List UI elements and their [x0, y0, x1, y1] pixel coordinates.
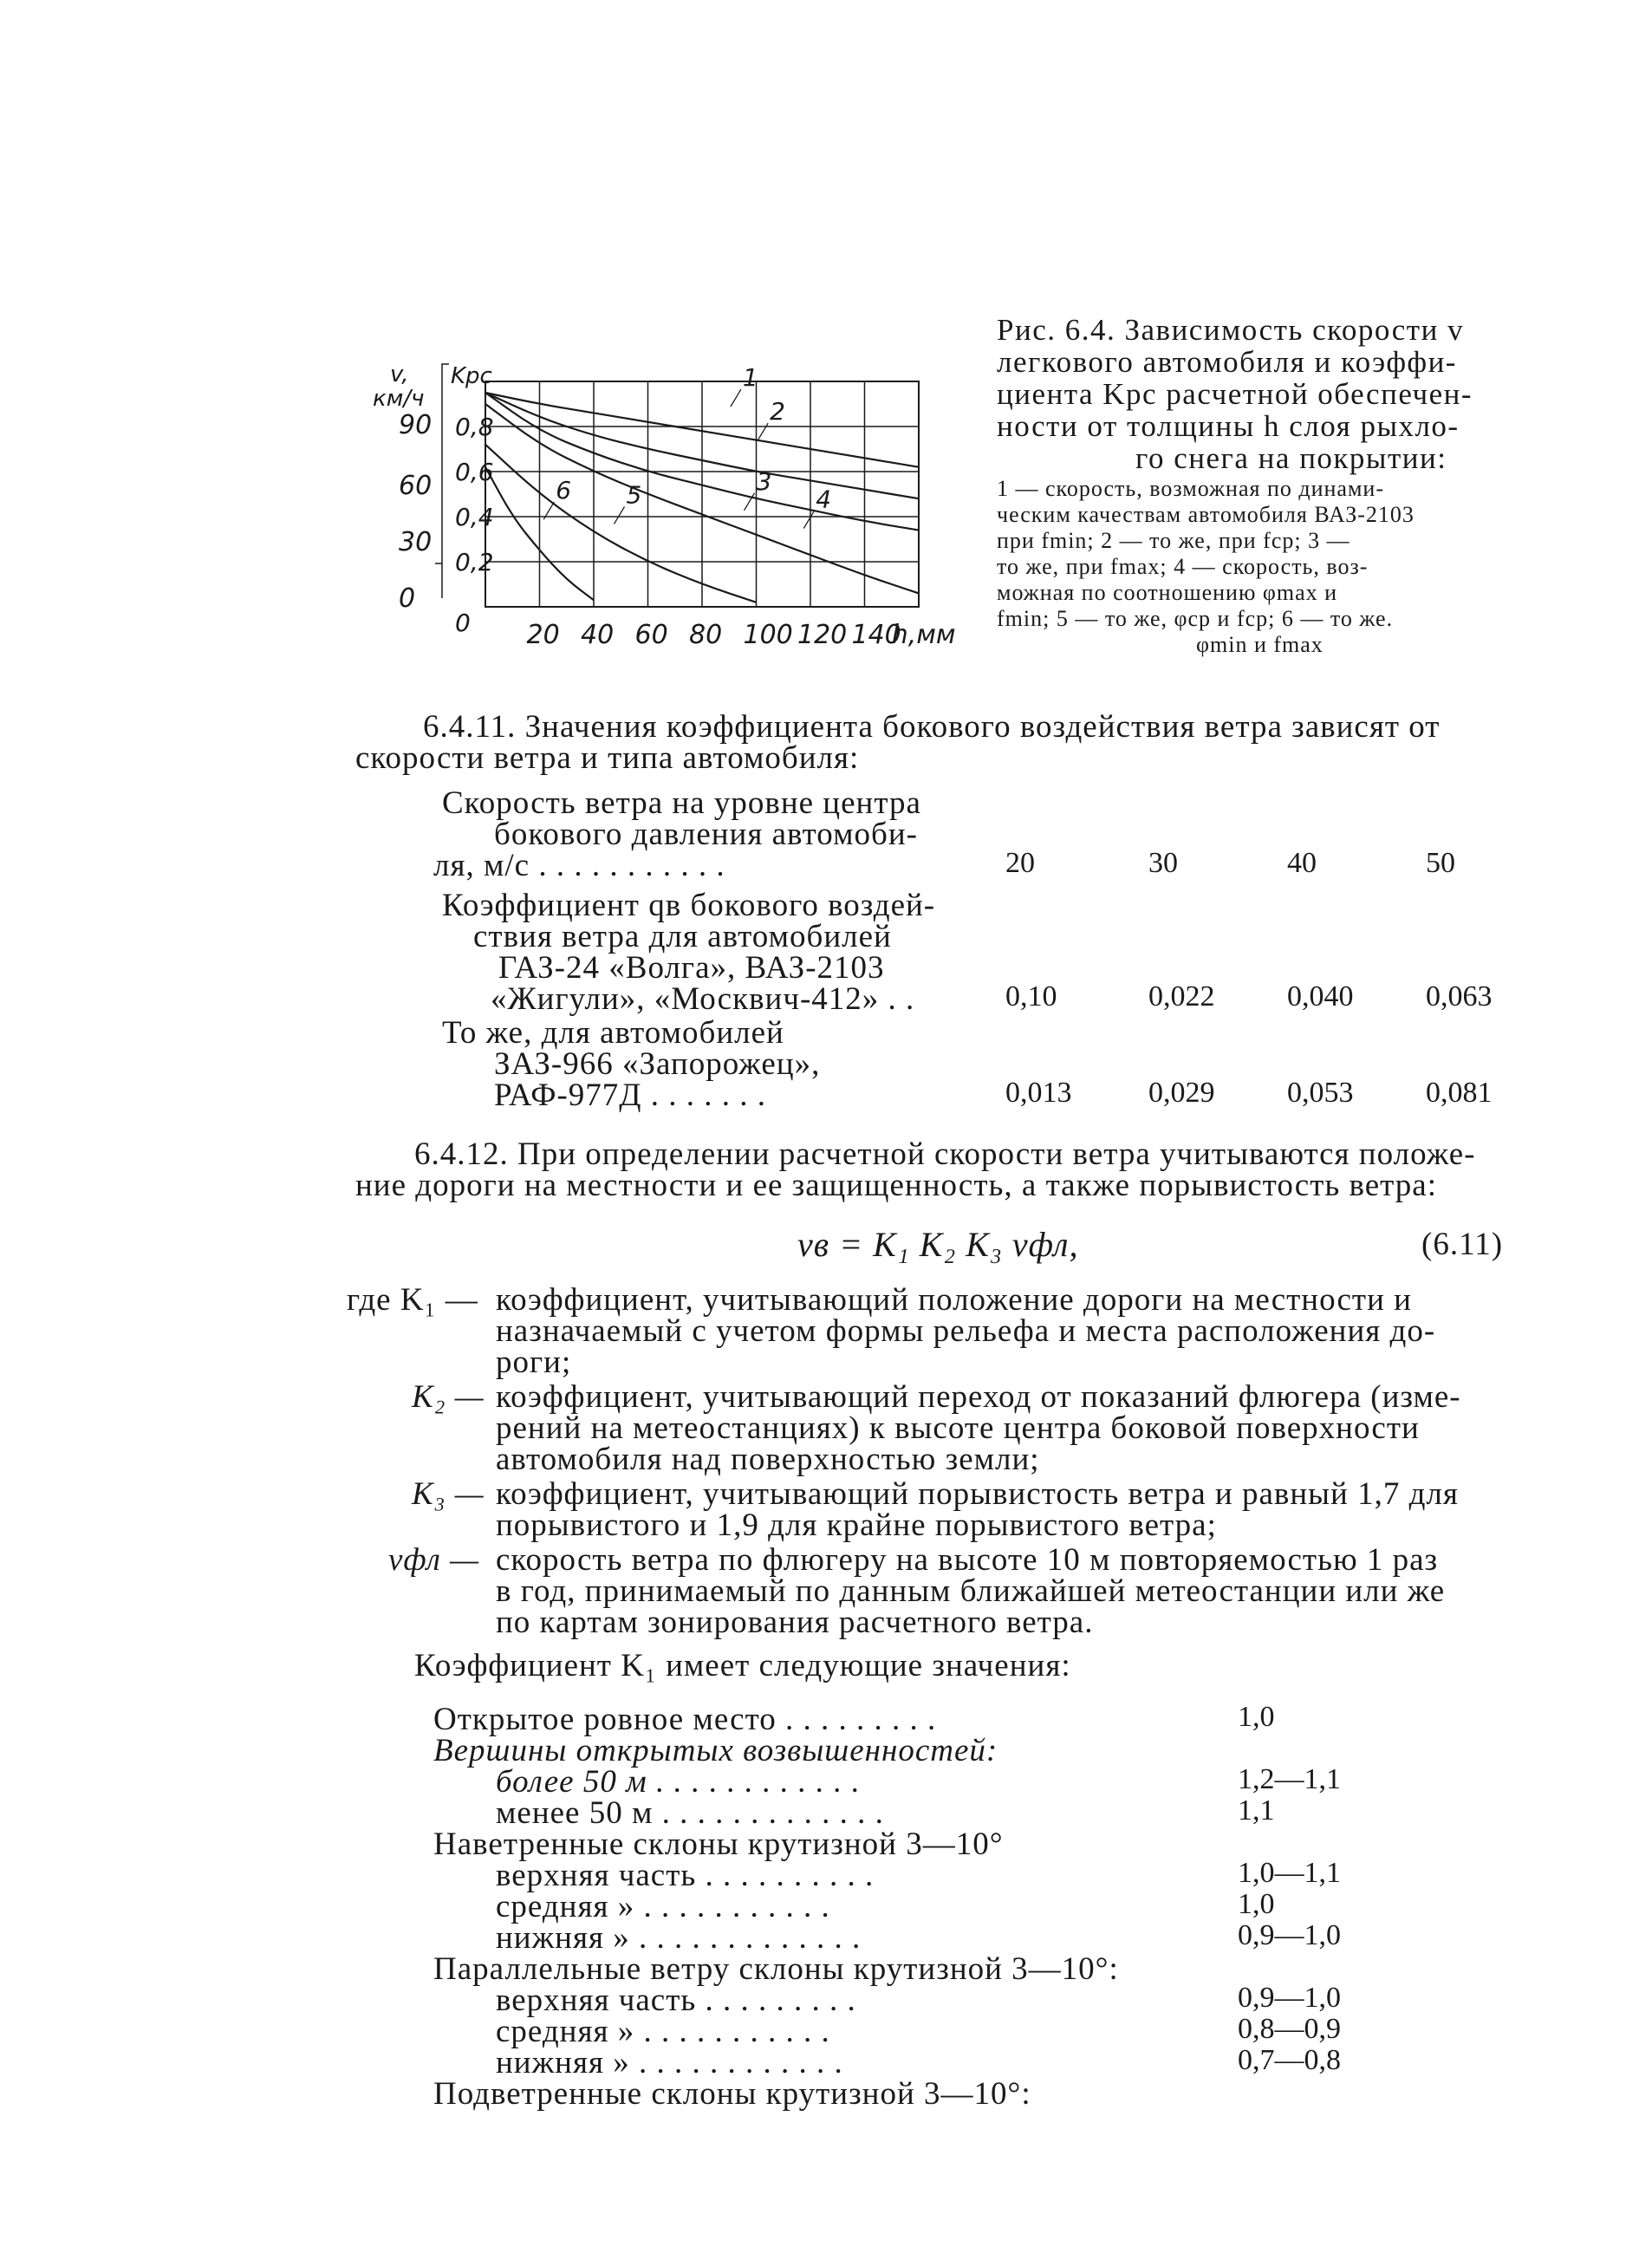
y-left-tick-label: 30	[399, 527, 433, 557]
k1-row-label: нижняя » . . . . . . . . . . . . .	[496, 1920, 862, 1956]
wind-table-label-line: ствия ветра для автомобилей	[473, 919, 892, 954]
wind-table-value: 40	[1287, 847, 1317, 879]
wind-table-value: 30	[1148, 847, 1178, 879]
wind-table-value: 0,013	[1005, 1077, 1072, 1109]
definition-text-line: роги;	[496, 1345, 572, 1380]
series-curve-5	[485, 445, 757, 602]
caption-legend-line: ческим качествам автомобиля ВАЗ-2103	[997, 502, 1415, 527]
k1-row-label: Подветренные склоны крутизной 3—10°:	[433, 2076, 1031, 2112]
definition-text-line: в год, принимаемый по данным ближайшей метеостанции или же	[496, 1573, 1446, 1609]
definition-text-line: коэффициент, учитывающий порывистость ветра и равный 1,7 для	[496, 1476, 1459, 1512]
caption-title-line: легкового автомобиля и коэффи-	[997, 345, 1457, 379]
caption-title-line: го снега на покрытии:	[1135, 441, 1447, 475]
caption-title-line: циента Kрс расчетной обеспечен-	[997, 377, 1473, 411]
k1-row-label: верхняя часть . . . . . . . . . .	[496, 1858, 875, 1893]
wind-table-value: 0,063	[1426, 980, 1493, 1013]
caption-legend-line: при fmin; 2 — то же, при fср; 3 —	[997, 528, 1350, 553]
k1-row-label: верхняя часть . . . . . . . . .	[496, 1983, 856, 2018]
series-label-leader	[615, 506, 625, 524]
definition-text-line: коэффициент, учитывающий положение дороги на местности и	[496, 1282, 1412, 1318]
series-label-6: 6	[556, 476, 572, 505]
figure-6-4-chart	[373, 361, 956, 693]
k1-row-label: средняя » . . . . . . . . . . .	[496, 1889, 830, 1924]
series-label-leader	[758, 423, 768, 440]
k1-intro: Коэффициент K₁ имеет следующие значения:	[414, 1648, 1071, 1683]
caption-title-line: ности от толщины h слоя рыхло-	[997, 409, 1460, 443]
k1-row-value: 1,2—1,1	[1238, 1763, 1341, 1795]
y-left-axis-bracket	[435, 364, 449, 598]
k1-row-value: 0,9—1,0	[1238, 1919, 1341, 1951]
x-tick-label: 60	[634, 620, 668, 650]
series-label-2: 2	[770, 397, 785, 427]
wind-table-value: 0,081	[1426, 1077, 1493, 1109]
definition-text-line: по картам зонирования расчетного ветра.	[496, 1605, 1094, 1640]
definition-text-line: рений на метеостанциях) к высоте центра боковой поверхности	[496, 1410, 1420, 1446]
k1-row-label: менее 50 м . . . . . . . . . . . . .	[496, 1795, 884, 1831]
definition-symbol: K₃ —	[412, 1476, 485, 1512]
wind-table-label-line: «Жигули», «Москвич-412» . .	[491, 981, 915, 1017]
k1-row-label: Открытое ровное место . . . . . . . . .	[433, 1702, 937, 1737]
caption-title	[997, 314, 1473, 474]
y-kpc-tick-label: 0,2	[455, 548, 494, 576]
wind-table-label-line: бокового давления автомоби-	[494, 817, 918, 852]
definition-symbol: K₂ —	[412, 1379, 485, 1415]
wind-table-value: 0,10	[1005, 980, 1057, 1013]
x-tick-label: 80	[689, 620, 723, 650]
wind-table-label-line: ЗАЗ-966 «Запорожец»,	[494, 1046, 821, 1082]
y-left-tick-label: 90	[399, 410, 433, 440]
paragraph-6-4-11-line1: 6.4.11. Значения коэффициента бокового воздействия ветра зависят от	[423, 709, 1441, 745]
y-kpc-tick-label: 0,4	[455, 503, 494, 531]
definition-symbol: где K₁ —	[347, 1282, 478, 1318]
wind-table-label-line: То же, для автомобилей	[442, 1015, 784, 1051]
k1-row-value: 0,8—0,9	[1238, 2013, 1341, 2045]
y-kpc-tick-label: 0,6	[455, 458, 494, 486]
k1-row-label: более 50 м . . . . . . . . . . . .	[496, 1764, 861, 1800]
formula-number: (6.11)	[1421, 1227, 1504, 1262]
caption-legend-line: fmin; 5 — то же, φср и fср; 6 — то же.	[997, 606, 1394, 631]
wind-table-value: 0,022	[1148, 980, 1215, 1013]
series-label-leader	[731, 389, 741, 407]
k1-row-value: 1,1	[1238, 1794, 1275, 1826]
x-tick-label: 100	[743, 620, 793, 650]
k1-row-label: Параллельные ветру склоны крутизной 3—10°:	[433, 1951, 1119, 1987]
k1-row-label: Наветренные склоны крутизной 3—10°	[433, 1826, 1004, 1862]
k1-row-value: 1,0	[1238, 1888, 1275, 1920]
k1-row-value: 0,7—0,8	[1238, 2044, 1341, 2076]
y-kpc-label: Kрс	[451, 363, 492, 389]
series-label-5: 5	[626, 480, 642, 510]
wind-table-value: 0,053	[1287, 1077, 1354, 1109]
definition-text-line: автомобиля над поверхностью земли;	[496, 1442, 1040, 1477]
caption-legend	[997, 476, 1473, 658]
wind-table-label-line: Коэффициент qв бокового воздей-	[442, 888, 936, 923]
definition-text-line: скорость ветра по флюгеру на высоте 10 м повторяемостью 1 раз	[496, 1542, 1439, 1578]
wind-table-value: 50	[1426, 847, 1455, 879]
wind-table-label-line: ГАЗ-24 «Волга», ВАЗ-2103	[498, 950, 885, 986]
caption-legend-line: φmin и fmax	[1196, 632, 1324, 657]
definition-symbol: vфл —	[388, 1542, 480, 1578]
caption-title-line: Рис. 6.4. Зависимость скорости v	[997, 313, 1465, 347]
definition-text-line: порывистого и 1,9 для крайне порывистого ветра;	[496, 1507, 1217, 1543]
definition-text-line: коэффициент, учитывающий переход от показаний флюгера (изме-	[496, 1379, 1461, 1415]
figure-caption	[997, 314, 1473, 658]
series-label-leader	[803, 511, 814, 529]
wind-table	[433, 785, 1525, 1113]
k1-row-label: средняя » . . . . . . . . . . .	[496, 2014, 830, 2049]
wind-table-label-line: Скорость ветра на уровне центра	[442, 785, 921, 821]
y-kpc-tick-label: 0	[455, 609, 471, 637]
paragraph-6-4-12-line1: 6.4.12. При определении расчетной скорости ветра учитываются положе-	[414, 1136, 1476, 1172]
k1-row-label: нижняя » . . . . . . . . . . . .	[496, 2045, 843, 2080]
k1-row-value: 0,9—1,0	[1238, 1982, 1341, 2014]
y-left-label: v,	[390, 361, 409, 387]
wind-table-label-line: ля, м/с . . . . . . . . . . .	[433, 848, 725, 883]
wind-table-value: 0,040	[1287, 980, 1354, 1013]
caption-legend-line: 1 — скорость, возможная по динами-	[997, 476, 1384, 501]
paragraph-6-4-11-line2: скорости ветра и типа автомобиля:	[355, 740, 860, 776]
y-kpc-tick-label: 0,8	[455, 413, 494, 441]
x-tick-label: 20	[526, 620, 560, 650]
definition-text-line: назначаемый с учетом формы рельефа и места расположения до-	[496, 1313, 1436, 1349]
caption-legend-line: то же, при fmax; 4 — скорость, воз-	[997, 554, 1369, 579]
series-label-3: 3	[756, 466, 772, 496]
y-left-tick-label: 60	[399, 471, 433, 501]
k1-row-label: Вершины открытых возвышенностей:	[433, 1733, 998, 1768]
wind-table-value: 20	[1005, 847, 1035, 879]
wind-table-value: 0,029	[1148, 1077, 1215, 1109]
k1-row-value: 1,0	[1238, 1701, 1275, 1733]
x-tick-label: 140	[851, 620, 901, 650]
x-tick-label: 120	[797, 620, 848, 650]
paragraph-6-4-12-line2: ние дороги на местности и ее защищенность, а также порывистость ветра:	[355, 1168, 1438, 1203]
series-label-4: 4	[816, 485, 832, 514]
caption-legend-line: можная по соотношению φmax и	[997, 580, 1338, 605]
wind-table-label-line: РАФ-977Д . . . . . . .	[494, 1078, 767, 1113]
x-axis-label: h,мм	[891, 620, 956, 650]
k1-row-value: 1,0—1,1	[1238, 1857, 1341, 1889]
y-left-unit: км/ч	[373, 386, 425, 412]
series-label-1: 1	[742, 363, 758, 393]
y-left-tick-label: 0	[399, 583, 416, 614]
formula-6-11: vв = K₁ K₂ K₃ vфл,	[797, 1225, 1079, 1264]
x-tick-label: 40	[581, 620, 615, 650]
